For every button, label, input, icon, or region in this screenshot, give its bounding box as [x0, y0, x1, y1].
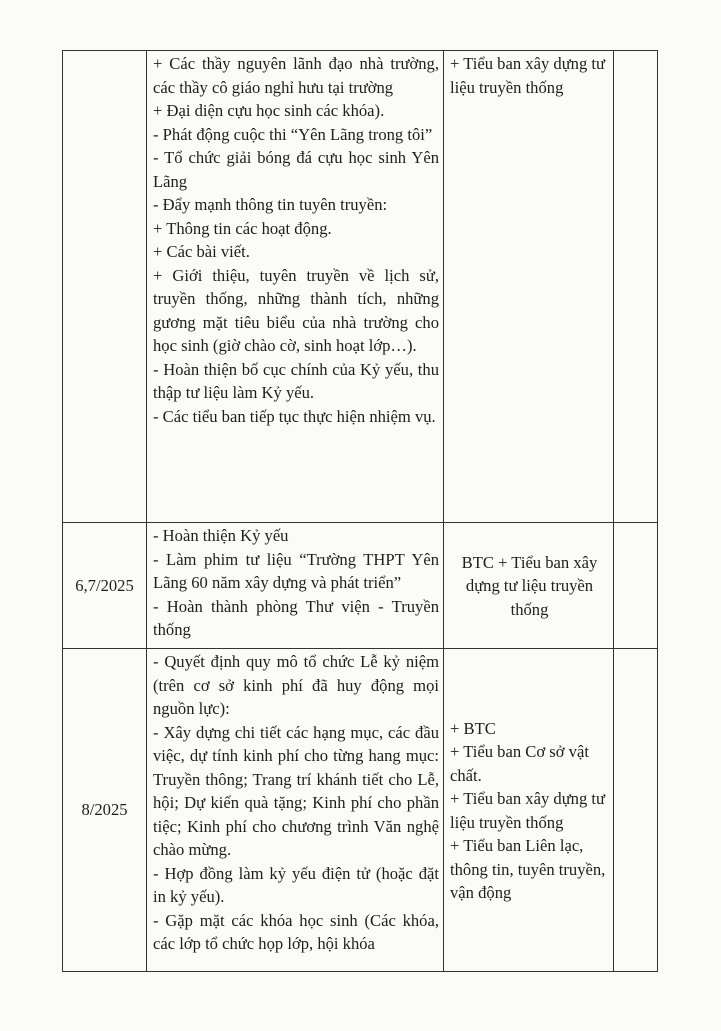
- table-row: [63, 649, 658, 972]
- content-line: + Giới thiệu, tuyên truyền về lịch sử, truyền thống, những thành tích, những gương mặt tiêu biểu của nhà trường cho học sinh (giờ chào cờ, sinh hoạt lớp…).: [153, 265, 439, 355]
- content-line: - Các tiểu ban tiếp tục thực hiện nhiệm vụ.: [153, 406, 436, 426]
- time-cell: 6,7/2025: [63, 523, 147, 649]
- responsible-cell: [444, 523, 614, 649]
- plan-table: [62, 50, 658, 972]
- table-row: [63, 51, 658, 523]
- content-line: - Quyết định quy mô tổ chức Lễ kỷ niệm (trên cơ sở kinh phí đã huy động mọi nguồn lực):: [153, 652, 439, 718]
- content-line: - Hoàn thành phòng Thư viện - Truyền thống: [153, 596, 439, 639]
- content-line: - Tổ chức giải bóng đá cựu học sinh Yên Lãng: [153, 148, 439, 191]
- content-line: - Đẩy mạnh thông tin tuyên truyền:: [153, 195, 388, 214]
- responsible-line: + BTC: [450, 718, 496, 738]
- note-cell: [614, 649, 658, 972]
- time-cell: 8/2025: [63, 649, 147, 972]
- content-line: - Hoàn thiện bố cục chính của Kỷ yếu, thu thập tư liệu làm Kỷ yếu.: [153, 359, 439, 402]
- content-cell: [147, 523, 444, 649]
- content-line: + Các thầy nguyên lãnh đạo nhà trường, các thầy cô giáo nghỉ hưu tại trường: [153, 54, 439, 97]
- content-line: - Làm phim tư liệu “Trường THPT Yên Lãng 60 năm xây dựng và phát triển”: [153, 549, 439, 592]
- content-line: + Đại diện cựu học sinh các khóa).: [153, 101, 385, 120]
- responsible-cell: [444, 51, 614, 523]
- responsible-line: BTC + Tiểu ban xây dựng tư liệu truyền thống: [461, 552, 598, 619]
- table-row: [63, 523, 658, 649]
- content-cell: [147, 649, 444, 972]
- note-cell: [614, 51, 658, 523]
- content-line: - Gặp mặt các khóa học sinh (Các khóa, các lớp tổ chức họp lớp, hội khóa: [153, 910, 439, 953]
- content-cell: [147, 51, 444, 523]
- content-line: - Hợp đồng làm kỷ yếu điện tử (hoặc đặt in kỷ yếu).: [153, 863, 439, 906]
- responsible-line: + Tiểu ban Liên lạc, thông tin, tuyên truyền, vận động: [450, 836, 606, 902]
- time-cell: [63, 51, 147, 523]
- responsible-line: + Tiểu ban Cơ sở vật chất.: [450, 742, 589, 785]
- responsible-line: + Tiểu ban xây dựng tư liệu truyền thống: [450, 789, 606, 832]
- content-line: + Thông tin các hoạt động.: [153, 218, 332, 238]
- note-cell: [614, 523, 658, 649]
- responsible-cell: [444, 649, 614, 972]
- content-line: - Phát động cuộc thi “Yên Lãng trong tôi”: [153, 124, 433, 144]
- content-line: - Xây dựng chi tiết các hạng mục, các đầu việc, dự tính kinh phí cho từng hang mục: Truyền thông; Trang trí khánh tiết cho Lễ, hội; Dự kiến quà tặng; Kinh phí cho phần tiệc; Kinh phí cho chương trình Văn nghệ chào mừng.: [153, 722, 439, 859]
- content-line: + Các bài viết.: [153, 242, 250, 261]
- responsible-line: + Tiểu ban xây dựng tư liệu truyền thống: [450, 54, 606, 97]
- content-line: - Hoàn thiện Kỷ yếu: [153, 526, 289, 545]
